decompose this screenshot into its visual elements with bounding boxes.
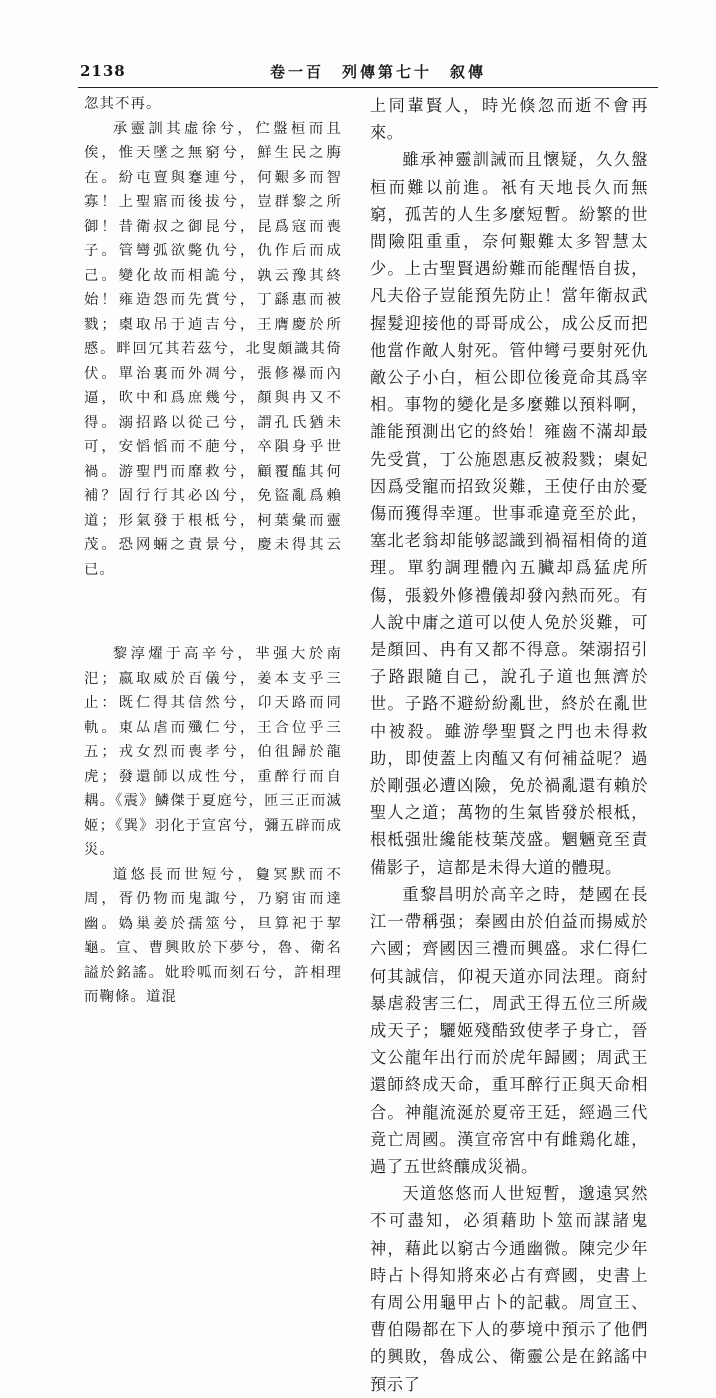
- left-paragraph-4: 道悠長而世短兮，敻冥默而不周，胥仍物而鬼諏兮，乃窮宙而達幽。媯巢姜於孺筮兮，旦算祀于挈龜。宣、曹興敗於下夢兮，魯、衛名謚於銘謠。妣聆呱而刻石兮，許相理而鞠條。道混: [84, 866, 342, 1005]
- right-paragraph-4: 天道悠悠而人世短暫，邈遠冥然不可盡知，必須藉助卜筮而謀諸鬼神，藉此以窮古今通幽微。陳完少年時占卜得知將來必占有齊國，史書上有周公用龜甲占卜的記載。周宣王、曹伯陽都在下人的夢境中預示了他們的興敗，魯成公、衛靈公是在銘謠中預示了: [370, 1184, 648, 1394]
- left-paragraph-3: 黎淳燿于高辛兮，芈强大於南汜；嬴取威於百儀兮，姜本支乎三止：既仁得其信然兮，卬天路而同軌。東厸虐而殲仁兮，王合位乎三五；戎女烈而喪孝兮，伯徂歸於龍虎；發還師以成性兮，重醉行而自耦。《震》鱗傑于夏庭兮，匝三正而滅姬；《巽》羽化于宣宮兮，彌五辟而成災。: [84, 646, 342, 858]
- section-gap: [84, 582, 342, 642]
- right-paragraph-1: 上同輩賢人，時光倏忽而逝不會再來。: [370, 96, 648, 143]
- left-paragraph-2: 承靈訓其虛徐兮，伫盤桓而且俟，惟天墜之無窮兮，鮮生民之脢在。紛屯亶與蹇連兮，何艱多而智寡！上聖寤而後拔兮，豈群黎之所御！昔衛叔之御昆兮，昆爲寇而喪子。管彎弧欲斃仇兮，仇作后而成己。變化故而相詭兮，孰云豫其終始！雍造怨而先賞兮，丁繇惠而被戮；㮚取吊于逌吉兮，王膺慶於所慼。畔回冗其若茲兮，北叟頗識其倚伏。單治裏而外凋兮，張修襮而內逼，欥中和爲庶幾兮，顏與冉又不得。溺招路以從己兮，謂孔氏猶未可，安慆慆而不萉兮，卒隕身乎世禍。游聖門而靡救兮，顧覆醢其何補？固行行其必凶兮，免盜亂爲賴道；形氣發于根柢兮，柯葉彙而靈茂。恐网蜽之責景兮，慶未得其云已。: [84, 120, 342, 578]
- page-header: [0, 0, 716, 82]
- right-paragraph-2: 雖承神靈訓誡而且懷疑，久久盤桓而難以前進。衹有天地長久而無窮，孤苦的人生多麼短暫。紛繁的世間險阻重重，奈何艱難太多智慧太少。上古聖賢遇紛難而能醒悟自拔，凡夫俗子豈能預先防止！當年衛叔武握髮迎接他的哥哥成公，成公反而把他當作敵人射死。管仲彎弓要射死仇敵公子小白，桓公即位後竟命其爲宰相。事物的變化是多麼難以預料啊，誰能預測出它的終始！雍齒不滿却最先受賞，丁公施恩惠反被殺戮；㮚妃因爲受寵而招致災難，王使仔由於憂傷而獲得幸運。世事乖違竟至於此，塞北老翁却能够認識到禍福相倚的道理。單豹調理體內五臟却爲猛虎所傷，張毅外修禮儀却發內熱而死。有人說中庸之道可以使人免於災難，可是顏回、冉有又都不得意。桀溺招引子路跟隨自己，說孔子道也無濟於世。子路不避紛紛亂世，終於在亂世中被殺。雖游學聖賢之門也未得救助，即使蓋上肉醢又有何補益呢？過於剛强必遭凶險，免於禍亂還有賴於聖人之道；萬物的生氣皆發於根柢，根柢强壯纔能枝葉茂盛。魍魎竟至責備影子，這都是未得大道的體現。: [370, 150, 648, 877]
- header-rule: [78, 87, 658, 88]
- right-column: [370, 92, 648, 1394]
- left-column: [84, 92, 342, 1005]
- running-head: 卷一百 列傳第七十 叙傳: [270, 63, 487, 81]
- right-paragraph-3: 重黎昌明於高辛之時，楚國在長江一帶稱强；秦國由於伯益而揚威於六國；齊國因三禮而興盛。求仁得仁何其誠信，仰視天道亦同法理。商紂暴虐殺害三仁，周武王得五位三所歲成天子；驪姬殘酷致使孝子身亡，晉文公龍年出行而於虎年歸國；周武王還師終成天命，重耳醉行正與天命相合。神龍流涎於夏帝王廷，經過三代竟亡周國。漢宣帝宮中有雌鶏化雄，過了五世終釀成災禍。: [370, 884, 648, 1176]
- left-paragraph-1: 忽其不再。: [84, 96, 162, 112]
- page-number: 2138: [80, 62, 126, 80]
